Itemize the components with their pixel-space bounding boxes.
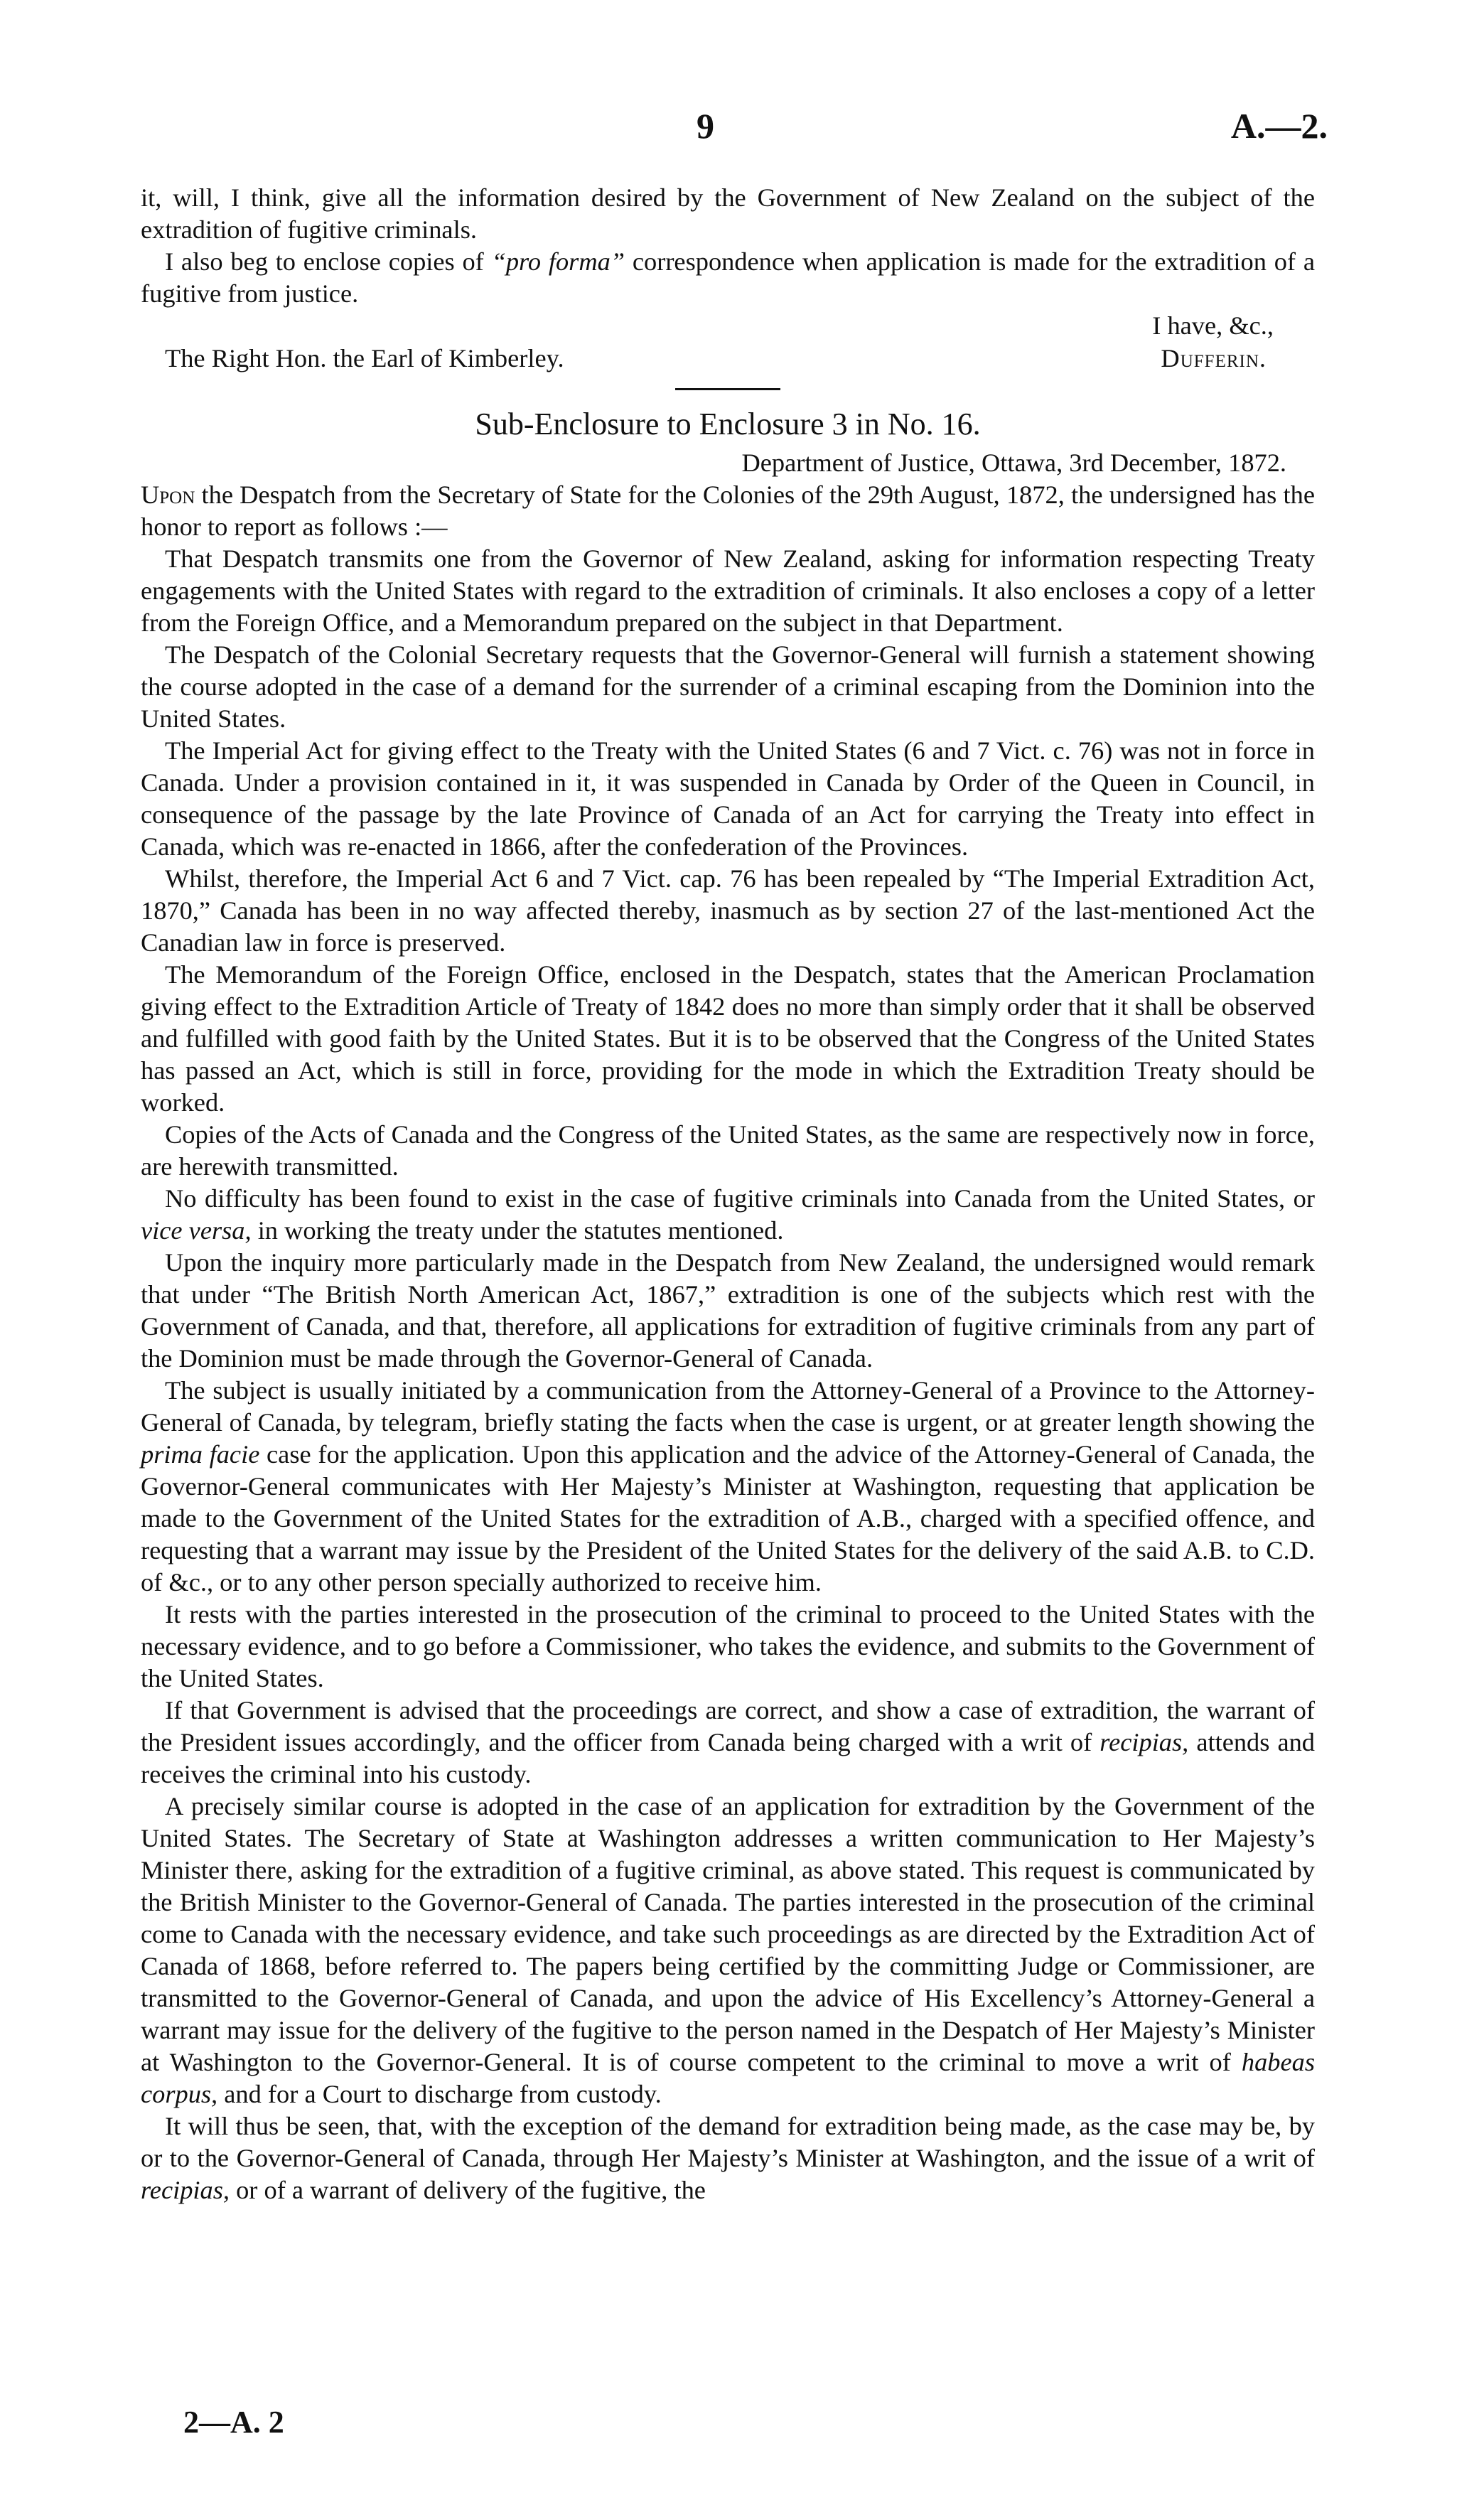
body-p8-text-a: No difficulty has been found to exist in the case of fugitive criminals into Canada from the United States, or (165, 1184, 1315, 1213)
body-p14-text-a: It will thus be seen, that, with the exception of the demand for extradition being made, as the case may be, by or to the Governor-General of Canada, through Her Majesty’s Minister at Washington, and the issue of a writ of (141, 2112, 1315, 2172)
body-paragraph-6: The Memorandum of the Foreign Office, enclosed in the Despatch, states that the American Proclamation giving effect to the Extradition Article of Treaty of 1842 does no more than simply order that it shall be observed and fulfilled with good faith by the United States. But it is to be observed that the Congress of the United States has passed an Act, which is still in force, providing for the mode in which the Extradition Treaty should be worked. (141, 960, 1315, 1117)
body-paragraph-12 (141, 1695, 1315, 1791)
body-p13-text-b: and for a Court to discharge from custody. (217, 2080, 662, 2108)
body-paragraph-5: Whilst, therefore, the Imperial Act 6 and 7 Vict. cap. 76 has been repealed by “The Imperial Extradition Act, 1870,” Canada has been in no way affected thereby, inasmuch as by section 27 of the last-mentioned Act the Canadian law in force is preserved. (141, 864, 1315, 957)
intro-p2-italic: “pro forma” (491, 247, 625, 276)
body-p8-italic: vice versa, (141, 1216, 252, 1245)
body-p12-text-a: If that Government is advised that the proceedings are correct, and show a case of extradition, the warrant of the President issues accordingly, and the officer from Canada being charged with a writ of (141, 1696, 1315, 1756)
body-paragraph-9: Upon the inquiry more particularly made in the Despatch from New Zealand, the undersigned would remark that under “The British North American Act, 1867,” extradition is one of the subjects which rest with the Government of Canada, and that, therefore, all applications for extradition of fugitive criminals from any part of the Dominion must be made through the Governor-General of Canada. (141, 1248, 1315, 1373)
body-p14-text-b: or of a warrant of delivery of the fugitive, the (230, 2176, 706, 2204)
closing-signature: Dufferin. (1161, 344, 1267, 372)
letter-closing (141, 310, 1315, 375)
closing-addressee: The Right Hon. the Earl of Kimberley. (165, 344, 564, 372)
body-paragraph-11: It rests with the parties interested in the prosecution of the criminal to proceed to the United States with the necessary evidence, and to go before a Commissioner, who takes the evidence, and submits to the Government of the United States. (141, 1600, 1315, 1692)
body-p12-italic: recipias, (1099, 1728, 1189, 1756)
closing-salutation: I have, &c., (1152, 311, 1274, 340)
body-paragraph-3: The Despatch of the Colonial Secretary requests that the Governor-General will furnish a statement showing the course adopted in the case of a demand for the surrender of a criminal escaping from the Dominion into the United States. (141, 640, 1315, 733)
document-body (141, 182, 1315, 2206)
body-paragraph-4: The Imperial Act for giving effect to the Treaty with the United States (6 and 7 Vict. c. 76) was not in force in Canada. Under a provision contained in it, it was suspended in Canada by Order of the Queen in Council, in consequence of the passage by the late Province of Canada of an Act for carrying the Treaty into effect in Canada, which was re-enacted in 1866, after the confederation of the Provinces. (141, 736, 1315, 861)
intro-p2-text-a: I also beg to enclose copies of (165, 247, 492, 276)
body-p13-italic: habeas corpus, (141, 2048, 1315, 2108)
body-p13-text-a: A precisely similar course is adopted in the case of an application for extradition by the Government of the United States. The Secretary of State at Washington addresses a written communication to Her Majesty’s Minister there, asking for the extradition of a fugitive criminal, as above stated. This request is communicated by the British Minister to the Governor-General of Canada. The parties interested in the prosecution of the criminal come to Canada with the necessary evidence, and take such proceedings as are directed by the Extradition Act of Canada of 1868, before referred to. The papers being certified by the committing Judge or Commissioner, are transmitted to the Governor-General of Canada, and upon the advice of His Excellency’s Attorney-General a warrant may issue for the delivery of the fugitive to the person named in the Despatch of Her Majesty’s Minister at Washington to the Governor-General. It is of course competent to the criminal to move a writ of (141, 1792, 1315, 2076)
body-p10-text-b: case for the application. Upon this application and the advice of the Attorney-General of Canada, the Governor-General communicates with Her Majesty’s Minister at Washington, requesting that application be made to the Government of the United States for the extradition of A.B., charged with a specified offence, and requesting that a warrant may issue by the President of the United States for the delivery of the said A.B. to C.D. of &c., or to any other person specially authorized to receive him. (141, 1440, 1315, 1596)
section-divider (675, 388, 780, 390)
signature-mark: 2—A. 2 (183, 2405, 284, 2439)
body-p1-lead: Upon (141, 481, 195, 509)
section-heading: Sub-Enclosure to Enclosure 3 in No. 16. (475, 407, 981, 441)
body-p10-text-a: The subject is usually initiated by a communication from the Attorney-General of a Province to the Attorney-General of Canada, by telegram, briefly stating the facts when the case is urgent, or at greater length showing the (141, 1376, 1315, 1437)
body-paragraph-10 (141, 1375, 1315, 1599)
section-dateline: Department of Justice, Ottawa, 3rd December, 1872. (741, 449, 1286, 477)
body-paragraph-7: Copies of the Acts of Canada and the Congress of the United States, as the same are respectively now in force, are herewith transmitted. (141, 1120, 1315, 1181)
body-paragraph-2: That Despatch transmits one from the Governor of New Zealand, asking for information respecting Treaty engagements with the United States with regard to the extradition of criminals. It also encloses a copy of a letter from the Foreign Office, and a Memorandum prepared on the subject in that Department. (141, 544, 1315, 637)
page-number: 9 (697, 106, 714, 146)
body-paragraph-13 (141, 1791, 1315, 2110)
body-p12-text-b: attends and receives the criminal into his custody. (141, 1728, 1315, 1788)
body-paragraph-14 (141, 2110, 1315, 2206)
body-p1-text: the Despatch from the Secretary of State for the Colonies of the 29th August, 1872, the undersigned has the honor to report as follows :— (141, 481, 1315, 541)
body-paragraph-8 (141, 1183, 1315, 1247)
page-header (0, 105, 1484, 155)
intro-paragraph-2 (141, 246, 1315, 310)
body-p14-italic: recipias, (141, 2176, 230, 2204)
body-paragraph-1 (141, 479, 1315, 543)
body-p8-text-b: in working the treaty under the statutes mentioned. (251, 1216, 784, 1245)
paper-code: A.—2. (1230, 106, 1328, 146)
body-p10-italic: prima facie (141, 1440, 260, 1469)
intro-paragraph-1: it, will, I think, give all the information desired by the Government of New Zealand on the subject of the extradition of fugitive criminals. (141, 183, 1315, 244)
intro-p2-text-b: correspondence when application is made for the extradition of a fugitive from justice. (141, 247, 1315, 308)
